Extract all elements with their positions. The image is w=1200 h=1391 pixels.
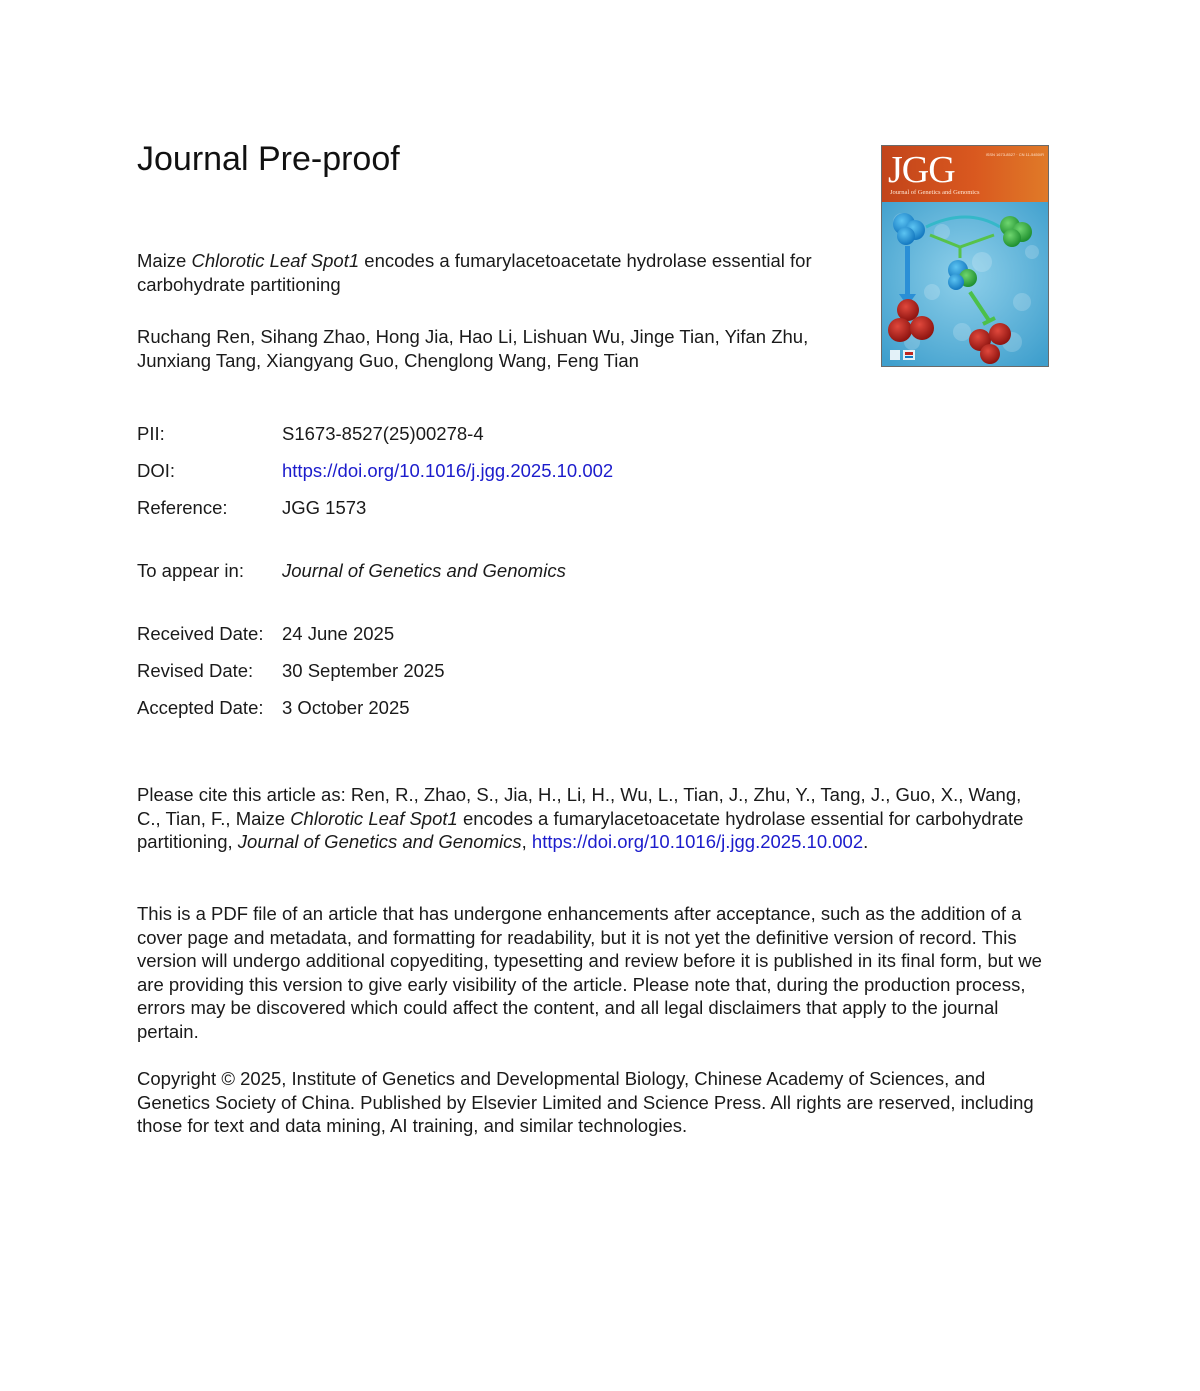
received-date-value: 24 June 2025 [282, 623, 395, 644]
title-gene: Chlorotic Leaf Spot1 [191, 250, 360, 271]
citation-journal: Journal of Genetics and Genomics [237, 831, 522, 852]
doi-link[interactable]: https://doi.org/10.1016/j.jgg.2025.10.002 [282, 460, 614, 481]
revised-date-value: 30 September 2025 [282, 660, 445, 681]
citation-end: . [863, 831, 869, 852]
title-suffix: encodes a fumarylacetoacetate hydrolase essential for carbohydrate partitioning [137, 250, 812, 295]
cover-issn: ISSN 1673-8527 · CN 11-5450/R [985, 152, 1044, 157]
pii-value: S1673-8527(25)00278-4 [282, 423, 484, 444]
disclaimer-paragraph: This is a PDF file of an article that has undergone enhancements after acceptance, such as the addition of a cover page and metadata, and formatting for readability, but it is not yet the definitive version of record. This version will undergo additional copyediting, typesetting and review before it is published in its final form, but we are providing this version to give early visibility of the article. Please note that, during the production process, errors may be discovered which could affect the content, and all legal disclaimers that apply to the journal pertain. [137, 903, 1042, 1042]
title-prefix: Maize [137, 250, 192, 271]
cover-illustration [882, 202, 1048, 366]
author-list: Ruchang Ren, Sihang Zhao, Hong Jia, Hao Li, Lishuan Wu, Jinge Tian, Yifan Zhu, Junxiang Tang, Xiangyang Guo, Chenglong Wang, Feng Tian [137, 326, 809, 371]
received-date-label: Received Date: [137, 623, 264, 644]
citation-lead: Please cite this article as: Ren, R., Zhao, S., Jia, H., Li, H., Wu, L., Tian, J., Zhu, Y., Tang, J., Guo, X., Wang, C., Tian, F., Maize [137, 784, 1022, 829]
cover-journal-name: Journal of Genetics and Genomics [890, 189, 980, 196]
appear-in-value: Journal of Genetics and Genomics [282, 560, 566, 581]
accepted-date-label: Accepted Date: [137, 697, 264, 718]
revised-date-label: Revised Date: [137, 660, 254, 681]
citation-doi-link[interactable]: https://doi.org/10.1016/j.jgg.2025.10.002 [531, 831, 864, 852]
cover-header [882, 146, 1048, 202]
reference-label: Reference: [137, 497, 228, 518]
article-title [137, 249, 877, 297]
appear-in-label: To appear in: [137, 560, 244, 581]
doi-label: DOI: [137, 460, 176, 481]
cover-logo: JGG [888, 149, 955, 191]
citation-comma: , [521, 831, 532, 852]
accepted-date-value: 3 October 2025 [282, 697, 410, 718]
reference-value: JGG 1573 [282, 497, 367, 518]
journal-cover-image [881, 145, 1049, 367]
pii-label: PII: [137, 423, 165, 444]
citation-paragraph [137, 783, 1047, 854]
page-title: Journal Pre-proof [137, 140, 400, 178]
copyright-paragraph: Copyright © 2025, Institute of Genetics and Developmental Biology, Chinese Academy of Sciences, and Genetics Society of China. Published by Elsevier Limited and Science Press. All rights are reserved, including those for text and data mining, AI training, and similar technologies. [137, 1068, 1034, 1136]
citation-middle: encodes a fumarylacetoacetate hydrolase essential for carbohydrate partitioning, [137, 807, 1024, 852]
citation-gene: Chlorotic Leaf Spot1 [290, 807, 458, 829]
